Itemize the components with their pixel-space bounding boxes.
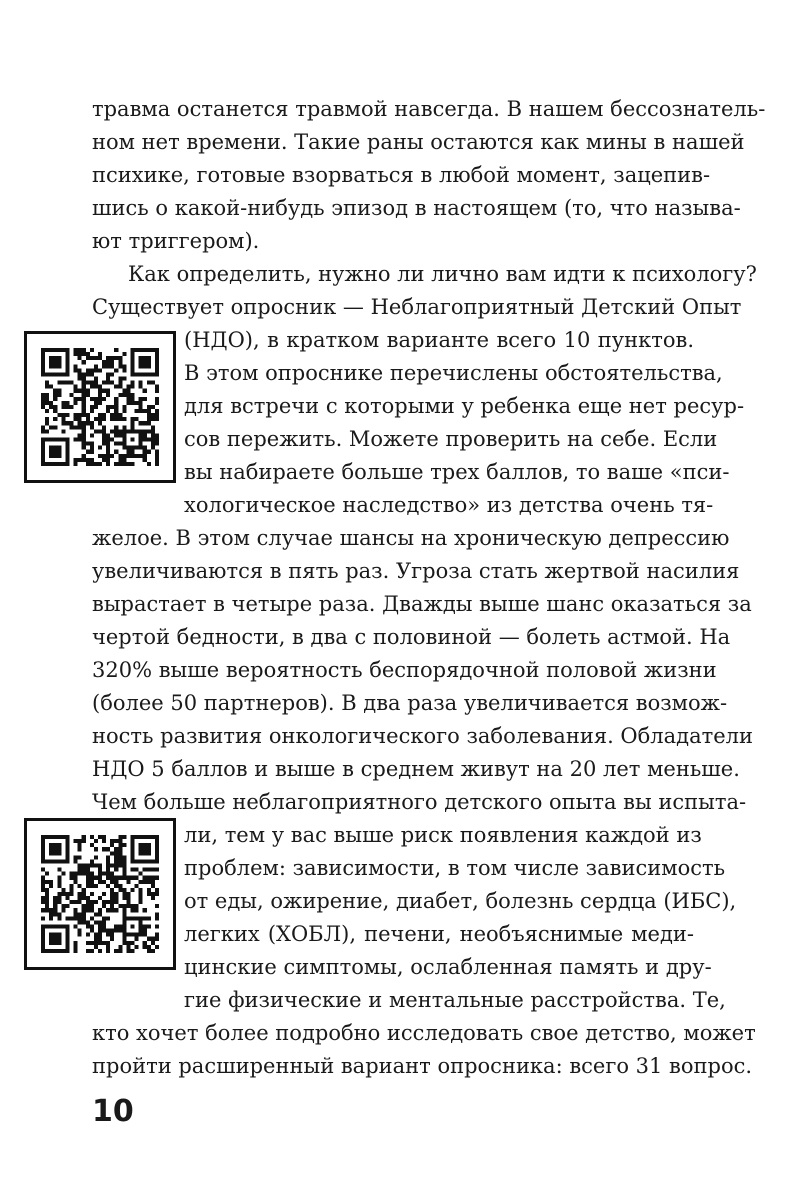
text-line: Существует опросник — Неблагоприятный Детский Опыт (92, 295, 742, 319)
text-line: сов пережить. Можете проверить на себе. Если (184, 427, 718, 451)
text-line: Чем больше неблагоприятного детского опыта вы испыта- (92, 790, 747, 814)
text-line: В этом опроснике перечислены обстоятельства, (184, 361, 723, 385)
text-line: цинские симптомы, ослабленная память и дру- (184, 955, 712, 979)
qr-code-icon (41, 835, 159, 953)
text-line: вырастает в четыре раза. Дважды выше шанс оказаться за (92, 592, 752, 616)
qr-code-ndo-extended (24, 818, 176, 970)
text-line: гие физические и ментальные расстройства. Те, (184, 988, 726, 1012)
text-line: ность развития онкологического заболевания. Обладатели (92, 724, 753, 748)
text-line: ют триггером). (92, 229, 260, 253)
text-line: увеличиваются в пять раз. Угроза стать жертвой насилия (92, 559, 740, 583)
text-line: 320% выше вероятность беспорядочной половой жизни (92, 658, 717, 682)
text-line: пройти расширенный вариант опросника: всего 31 вопрос. (92, 1054, 753, 1078)
text-line: легких (ХОБЛ), печени, необъяснимые меди- (184, 922, 694, 946)
text-line: НДО 5 баллов и выше в среднем живут на 20 лет меньше. (92, 757, 740, 781)
text-line: вы набираете больше трех баллов, то ваше «пси- (184, 460, 730, 484)
text-line: шись о какой-нибудь эпизод в настоящем (то, что называ- (92, 196, 741, 220)
text-line: психике, готовые взорваться в любой момент, зацепив- (92, 163, 711, 187)
text-line: (НДО), в кратком варианте всего 10 пунктов. (184, 328, 694, 352)
text-line: Как определить, нужно ли лично вам идти к психологу? (128, 262, 757, 286)
text-line: проблем: зависимости, в том числе зависимость (184, 856, 726, 880)
text-line: травма останется травмой навсегда. В нашем бессознатель- (92, 97, 766, 121)
text-line: (более 50 партнеров). В два раза увеличивается возмож- (92, 691, 728, 715)
qr-code-ndo-short (24, 331, 176, 483)
text-line: кто хочет более подробно исследовать свое детство, может (92, 1021, 756, 1045)
qr-code-icon (41, 348, 159, 466)
text-line: хологическое наследство» из детства очень тя- (184, 493, 714, 517)
text-line: ли, тем у вас выше риск появления каждой из (184, 823, 702, 847)
text-line: ном нет времени. Такие раны остаются как мины в нашей (92, 130, 745, 154)
text-line: для встречи с которыми у ребенка еще нет ресур- (184, 394, 745, 418)
text-line: от еды, ожирение, диабет, болезнь сердца (ИБС), (184, 889, 737, 913)
text-line: чертой бедности, в два с половиной — болеть астмой. На (92, 625, 731, 649)
text-line: желое. В этом случае шансы на хроническую депрессию (92, 526, 730, 550)
page-number: 10 (92, 1094, 134, 1129)
